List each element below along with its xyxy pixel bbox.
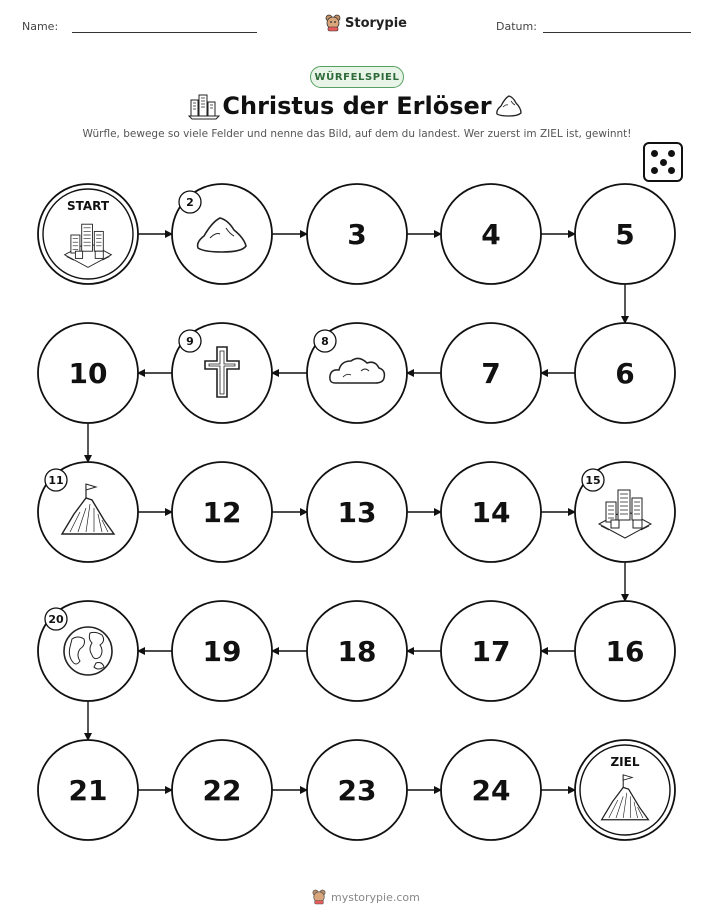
cell-number: 10 — [68, 357, 108, 390]
board-cell-2 — [172, 184, 272, 284]
game-type-badge: WÜRFELSPIEL — [310, 66, 404, 88]
cell-number: 9 — [186, 335, 194, 348]
cell-number: 21 — [68, 774, 108, 807]
board-cell-15 — [575, 462, 675, 562]
board-cell-12 — [172, 462, 272, 562]
start-cell — [38, 184, 138, 284]
globe-icon — [64, 627, 112, 675]
start-label: START — [66, 199, 110, 213]
board-cell-18 — [307, 601, 407, 701]
cell-number: 7 — [481, 357, 501, 390]
cell-number: 12 — [202, 496, 242, 529]
cell-number: 2 — [186, 196, 194, 209]
cell-number: 5 — [615, 218, 635, 251]
cell-number: 8 — [321, 335, 329, 348]
cell-number: 6 — [615, 357, 635, 390]
board-cell-8 — [307, 323, 407, 423]
board-cell-17 — [441, 601, 541, 701]
cell-number: 23 — [337, 774, 377, 807]
bear-icon — [312, 889, 326, 905]
cell-number: 15 — [585, 474, 601, 487]
board-cell-14 — [441, 462, 541, 562]
board-cell-19 — [172, 601, 272, 701]
cell-number: 19 — [202, 635, 242, 668]
board-cell-6 — [575, 323, 675, 423]
board-cell-7 — [441, 323, 541, 423]
instructions: Würfle, bewege so viele Felder und nenne das Bild, auf dem du landest. Wer zuerst im ZIEL ist, gewinnt! — [82, 128, 632, 140]
cell-number: 14 — [471, 496, 511, 529]
cell-number: 18 — [337, 635, 377, 668]
cell-number: 24 — [471, 774, 511, 807]
cell-number: 13 — [337, 496, 377, 529]
board-cell-3 — [307, 184, 407, 284]
board-cell-24 — [441, 740, 541, 840]
page-title: Christus der Erlöser — [222, 92, 492, 120]
board-cell-11 — [38, 462, 138, 562]
cell-number: 3 — [347, 218, 367, 251]
cell-number: 4 — [481, 218, 501, 251]
board-cell-22 — [172, 740, 272, 840]
board-cell-9 — [172, 323, 272, 423]
footer — [312, 889, 420, 905]
finish-label: ZIEL — [610, 755, 640, 769]
finish-cell — [575, 740, 675, 840]
board-cell-4 — [441, 184, 541, 284]
cell-number: 22 — [202, 774, 242, 807]
name-label: Name: — [22, 20, 59, 33]
cell-number: 20 — [48, 613, 64, 626]
date-label: Datum: — [496, 20, 537, 33]
board-cell-23 — [307, 740, 407, 840]
brand-name: Storypie — [345, 15, 407, 31]
board-cell-5 — [575, 184, 675, 284]
board-cell-16 — [575, 601, 675, 701]
cell-number: 11 — [48, 474, 64, 487]
board-cell-21 — [38, 740, 138, 840]
board-cell-10 — [38, 323, 138, 423]
footer-url[interactable]: mystorypie.com — [331, 890, 420, 904]
board-cell-13 — [307, 462, 407, 562]
cell-number: 16 — [605, 635, 645, 668]
cell-number: 17 — [471, 635, 511, 668]
board-cell-20 — [38, 601, 138, 701]
board-cells — [38, 184, 675, 840]
